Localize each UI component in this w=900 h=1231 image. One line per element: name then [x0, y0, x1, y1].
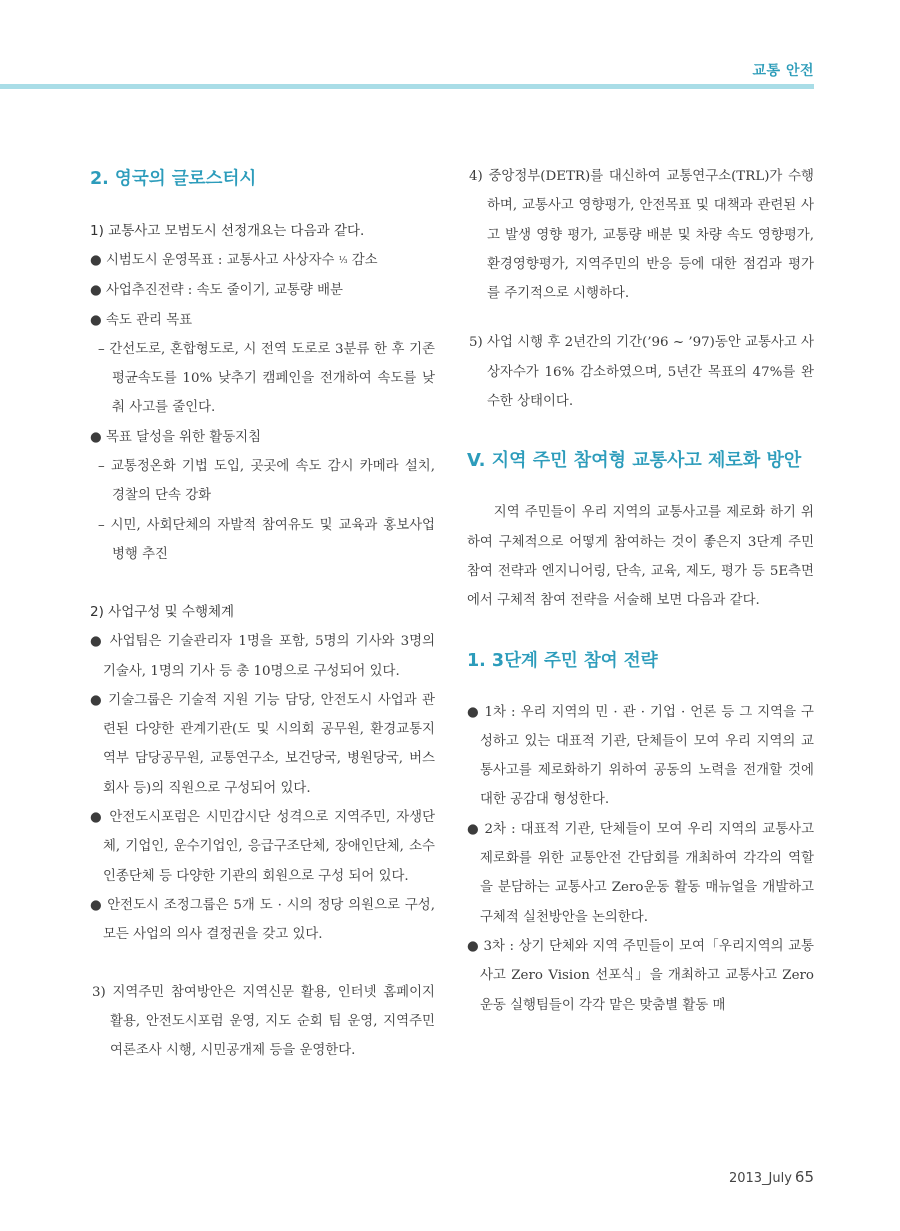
bullet-speed-goal: ● 속도 관리 목표 [90, 312, 193, 328]
bullet-operation-goal-post: 감소 [347, 253, 378, 268]
intro-paragraph: 지역 주민들이 우리 지역의 교통사고를 제로화 하기 위하여 구체적으로 어떻게 참여하는 것이 좋은지 3단계 주민 참여 전략과 엔지니어링, 단속, 교육, 제도, 평가 등 5E측면에서 구체적 참여 전략을 서술해 보면 다음과 같다. [467, 505, 814, 609]
bullet-safety-forum: ● 안전도시포럼은 시민감시단 성격으로 지역주민, 자생단체, 기업인, 운수기업인, 응급구조단체, 장애인단체, 소수인종단체 등 다양한 기관의 회원으로 구성 되어 있다. [90, 810, 435, 884]
numbered-results: 5) 사업 시행 후 2년간의 기간(’96 ~ ’97)동안 교통사고 사상자수가 16% 감소하였으며, 5년간 목표의 47%를 완수한 상태이다. [469, 335, 814, 410]
bullet-operation-goal [90, 246, 435, 276]
page-number: 65 [794, 1168, 814, 1186]
left-column [90, 162, 435, 1065]
bullet-project-team: ● 사업팀은 기술관리자 1명을 포함, 5명의 기사와 3명의 기술사, 1명의 기사 등 총 10명으로 구성되어 있다. [90, 634, 435, 679]
dash-citizen-participation: – 시민, 사회단체의 자발적 참여유도 및 교육과 홍보사업 병행 추진 [98, 517, 435, 562]
section-heading-three-stage: 1. 3단계 주민 참여 전략 [467, 650, 658, 671]
section-heading-gloucester: 2. 영국의 글로스터시 [90, 169, 257, 189]
header-rule [0, 84, 814, 89]
section-title: 교통 안전 [752, 63, 814, 79]
bullet-activity-guidelines: ● 목표 달성을 위한 활동지침 [90, 429, 261, 445]
bullet-strategy: ● 사업추진전략 : 속도 줄이기, 교통량 배분 [90, 283, 343, 299]
subheading-organization: 2) 사업구성 및 수행체계 [90, 604, 235, 621]
dash-road-classification: – 간선도로, 혼합형도로, 시 전역 도로로 3분류 한 후 기존 평균속도를 10% 낮추기 캠페인을 전개하여 속도를 낮춰 사고를 줄인다. [98, 341, 435, 416]
bullet-technical-group: ● 기술그룹은 기술적 지원 기능 담당, 안전도시 사업과 관련된 다양한 관계기관(도 및 시의회 공무원, 환경교통지역부 담당공무원, 교통연구소, 보건당국, 병원당국, 버스회사 등)의 직원으로 구성되어 있다. [90, 692, 435, 796]
numbered-resident-participation: 3) 지역주민 참여방안은 지역신문 활용, 인터넷 홈페이지 활용, 안전도시포럼 운영, 지도 순회 팀 운영, 지역주민 여론조사 시행, 시민공개제 등을 운영한다. [92, 984, 435, 1059]
fraction-one-third: ⅓ [338, 256, 348, 266]
page-footer [729, 1168, 814, 1186]
bullet-stage-3: ● 3차 : 상기 단체와 지역 주민들이 모여「우리지역의 교통사고 Zero Vision 선포식」을 개최하고 교통사고 Zero운동 실행팀들이 각각 맡은 맞춤별 활동 매 [467, 938, 814, 1013]
subheading-model-city: 1) 교통사고 모범도시 선정개요는 다음과 같다. [90, 223, 365, 239]
chapter-heading-zero-accidents: V. 지역 주민 참여형 교통사고 제로화 방안 [467, 450, 802, 472]
right-column [467, 162, 814, 1020]
dash-traffic-calming: – 교통정온화 기법 도입, 곳곳에 속도 감시 카메라 설치, 경찰의 단속 강화 [98, 459, 435, 504]
bullet-operation-goal-pre: ● 시범도시 운영목표 : 교통사고 사상자수 [90, 253, 339, 268]
numbered-trl-evaluation: 4) 중앙정부(DETR)를 대신하여 교통연구소(TRL)가 수행하며, 교통사고 영향평가, 안전목표 및 대책과 관련된 사고 발생 영향 평가, 교통량 배분 및 차량 속도 영향평가, 환경영향평가, 지역주민의 반응 등에 대한 점검과 평가를 주기적으로 시행하다. [469, 169, 814, 302]
issue-label: 2013_July [728, 1171, 792, 1186]
bullet-stage-1: ● 1차 : 우리 지역의 민 · 관 · 기업 · 언론 등 그 지역을 구성하고 있는 대표적 기관, 단체들이 모여 우리 지역의 교통사고를 제로화하기 위하여 공동의 노력을 전개할 것에 대한 공감대 형성한다. [467, 704, 814, 808]
bullet-stage-2: ● 2차 : 대표적 기관, 단체들이 모여 우리 지역의 교통사고 제로화를 위한 교통안전 간담회를 개최하여 각각의 역할을 분담하는 교통사고 Zero운동 활동 매뉴얼을 개발하고 구체적 실천방안을 논의한다. [467, 821, 814, 925]
bullet-steering-group: ● 안전도시 조정그룹은 5개 도 · 시의 정당 의원으로 구성, 모든 사업의 의사 결정권을 갖고 있다. [90, 897, 435, 943]
